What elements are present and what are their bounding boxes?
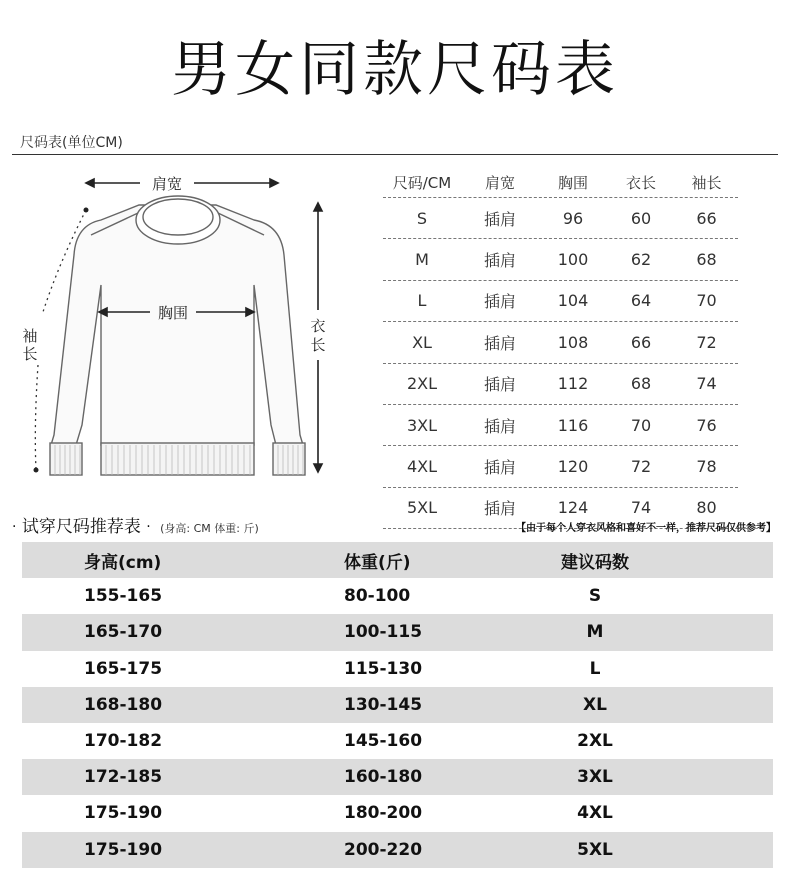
size-cell: 2XL xyxy=(406,374,438,394)
size-cell: 66 xyxy=(630,332,652,352)
try-on-title xyxy=(12,512,259,537)
size-cell: 108 xyxy=(557,332,589,352)
size-cell: 66 xyxy=(696,208,717,228)
recommend-cell: 145-160 xyxy=(344,731,423,752)
size-cell: 112 xyxy=(557,374,589,394)
recommend-cell: M xyxy=(586,622,604,643)
try-on-unit: (身高: CM 体重: 斤) xyxy=(160,522,259,535)
size-cell: 64 xyxy=(630,291,652,311)
title-dot: · xyxy=(12,519,17,535)
recommend-cell: 180-200 xyxy=(344,803,423,824)
size-table-row xyxy=(383,281,738,322)
sleeve-label-1: 袖 xyxy=(22,327,38,345)
recommend-cell: 175-190 xyxy=(84,803,163,824)
recommend-header-cell: 建议码数 xyxy=(561,552,629,573)
size-cell: 74 xyxy=(696,374,717,394)
length-label-1: 衣 xyxy=(310,317,326,335)
recommend-cell: S xyxy=(588,586,602,607)
size-table xyxy=(383,168,738,529)
recommend-table-row xyxy=(22,759,773,795)
recommend-cell: 2XL xyxy=(577,731,613,752)
recommend-cell: L xyxy=(589,658,601,679)
recommend-table-header xyxy=(22,542,773,578)
size-cell: 插肩 xyxy=(483,292,516,312)
size-cell: 76 xyxy=(696,415,717,435)
sleeve-label-2: 长 xyxy=(22,345,38,363)
recommend-table-row xyxy=(22,578,773,614)
recommend-cell: 165-175 xyxy=(84,658,163,679)
recommend-cell: 165-170 xyxy=(84,622,163,643)
recommend-cell: 5XL xyxy=(577,839,613,860)
size-cell: 插肩 xyxy=(483,416,516,436)
size-table-row xyxy=(383,239,738,280)
recommend-cell: 3XL xyxy=(577,767,613,788)
size-cell: 插肩 xyxy=(483,458,516,478)
size-cell: 80 xyxy=(696,498,717,518)
recommend-cell: 4XL xyxy=(577,803,613,824)
sweater-diagram xyxy=(16,165,356,490)
recommend-cell: 130-145 xyxy=(344,694,423,715)
chest-label: 胸围 xyxy=(157,304,189,322)
size-cell: 72 xyxy=(696,332,717,352)
recommend-table-row xyxy=(22,723,773,759)
size-cell: 124 xyxy=(557,498,589,518)
shoulder-label: 肩宽 xyxy=(151,175,183,193)
recommend-cell: XL xyxy=(583,694,607,715)
size-table-row xyxy=(383,446,738,487)
recommend-header-cell: 身高(cm) xyxy=(84,552,162,573)
section-divider xyxy=(12,154,778,155)
size-cell: 68 xyxy=(696,250,717,270)
try-on-title-b: 尺码推荐表 xyxy=(55,517,141,537)
recommend-table-row xyxy=(22,687,773,723)
size-cell: 68 xyxy=(630,374,652,394)
recommend-table xyxy=(22,542,773,868)
sleeve-start-dot xyxy=(84,208,89,213)
size-header-cell: 胸围 xyxy=(557,174,588,192)
recommend-table-row xyxy=(22,651,773,687)
recommend-table-row xyxy=(22,614,773,650)
try-on-title-a: 试穿 xyxy=(21,517,56,537)
recommend-cell: 160-180 xyxy=(344,767,423,788)
recommend-cell: 200-220 xyxy=(344,839,423,860)
length-label-2: 长 xyxy=(310,336,326,354)
recommend-table-row xyxy=(22,795,773,831)
size-cell: 60 xyxy=(630,208,652,228)
size-cell: 70 xyxy=(696,291,717,311)
recommend-cell: 175-190 xyxy=(84,839,163,860)
size-table-row xyxy=(383,405,738,446)
size-cell: 70 xyxy=(630,415,652,435)
size-cell: 3XL xyxy=(406,415,438,435)
size-header-cell: 肩宽 xyxy=(484,174,515,192)
size-cell: 插肩 xyxy=(483,499,516,519)
size-cell: 5XL xyxy=(406,498,438,518)
title-dot: · xyxy=(146,519,151,535)
recommend-cell: 172-185 xyxy=(84,767,163,788)
size-cell: 78 xyxy=(696,457,717,477)
size-cell: 74 xyxy=(630,498,652,518)
try-on-note: 【由于每个人穿衣风格和喜好不一样，推荐尺码仅供参考】 xyxy=(516,523,776,534)
recommend-cell: 170-182 xyxy=(84,731,163,752)
size-cell: 120 xyxy=(557,457,589,477)
size-cell: 62 xyxy=(630,250,652,270)
page-title: 男女同款尺码表 xyxy=(171,35,619,105)
section-label: 尺码表(单位CM) xyxy=(20,135,123,151)
recommend-cell: 155-165 xyxy=(84,586,163,607)
size-cell: 96 xyxy=(562,208,584,228)
size-table-header xyxy=(383,168,738,198)
size-cell: 116 xyxy=(557,415,589,435)
recommend-cell: 100-115 xyxy=(344,622,423,643)
size-cell: 插肩 xyxy=(483,375,516,395)
size-cell: 72 xyxy=(630,457,652,477)
recommend-cell: 115-130 xyxy=(344,658,423,679)
size-cell: 插肩 xyxy=(483,209,516,229)
size-cell: 插肩 xyxy=(483,251,516,271)
size-cell: 100 xyxy=(557,250,589,270)
sleeve-end-dot xyxy=(34,468,39,473)
size-cell: L xyxy=(417,291,427,311)
recommend-header-cell: 体重(斤) xyxy=(344,552,411,573)
size-cell: 104 xyxy=(557,291,589,311)
recommend-cell: 80-100 xyxy=(344,586,411,607)
size-cell: M xyxy=(415,250,429,270)
size-header-cell: 尺码/CM xyxy=(392,174,452,192)
size-header-cell: 袖长 xyxy=(691,174,722,192)
size-header-cell: 衣长 xyxy=(625,174,656,192)
size-cell: 4XL xyxy=(406,457,438,477)
size-table-row xyxy=(383,198,738,239)
size-cell: XL xyxy=(412,332,432,352)
size-cell: 插肩 xyxy=(483,333,516,353)
recommend-table-row xyxy=(22,832,773,868)
size-cell: S xyxy=(416,208,428,228)
size-table-row xyxy=(383,322,738,363)
size-table-row xyxy=(383,364,738,405)
recommend-cell: 168-180 xyxy=(84,694,163,715)
